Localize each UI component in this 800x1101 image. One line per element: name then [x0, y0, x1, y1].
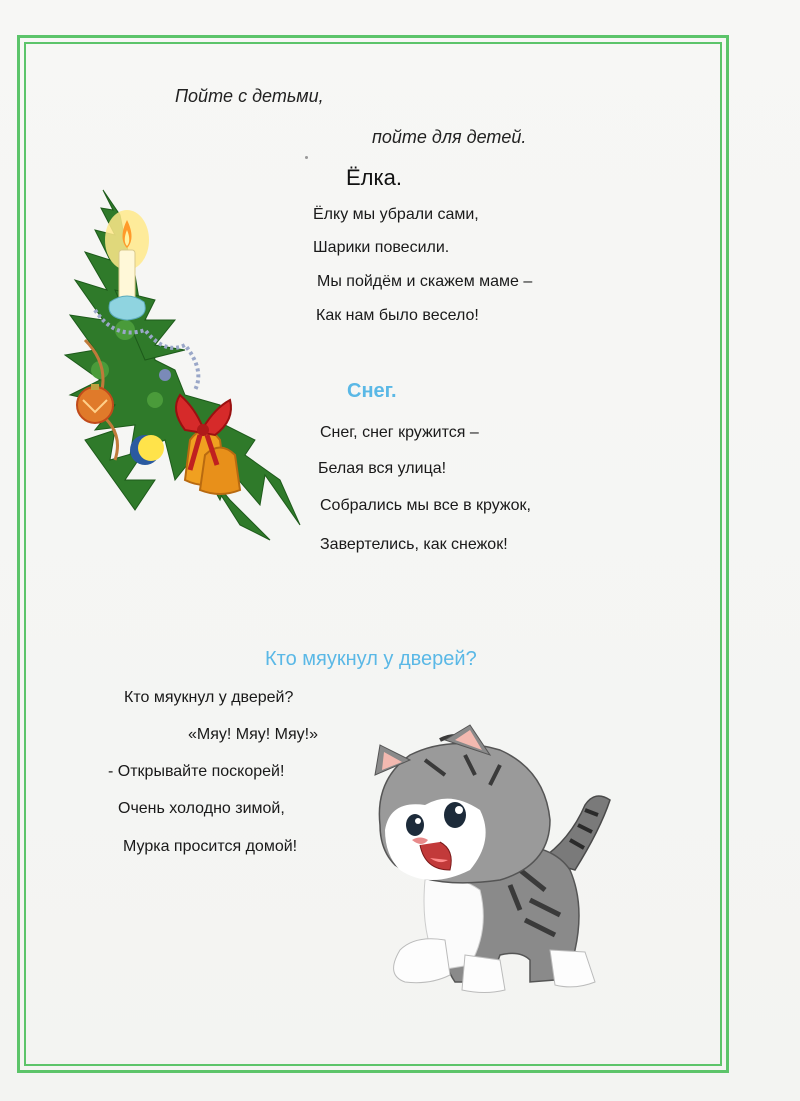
poem-line: «Мяу! Мяу! Мяу!»: [188, 726, 318, 743]
christmas-garland-icon: [55, 180, 305, 550]
poem-line: Как нам было весело!: [316, 307, 479, 324]
poem-line: Мурка просится домой!: [123, 838, 298, 855]
poem-line: Кто мяукнул у дверей?: [124, 689, 294, 706]
poem-line: Мы пойдём и скажем маме –: [317, 273, 533, 290]
poem-line: Завертелись, как снежок!: [320, 536, 508, 553]
poem-title-elka: Ёлка.: [346, 165, 402, 190]
intro-line-1: Пойте с детьми,: [175, 86, 324, 106]
poem-line: Снег, снег кружится –: [320, 424, 479, 441]
poem-line: - Открывайте поскорей!: [108, 763, 285, 780]
kitten-icon: [370, 720, 640, 1000]
poem-line: Белая вся улица!: [318, 460, 447, 477]
poem-line: Ёлку мы убрали сами,: [313, 206, 479, 223]
poem-line: Очень холодно зимой,: [118, 800, 285, 817]
poem-title-cat: Кто мяукнул у дверей?: [265, 648, 477, 670]
scan-speck: [305, 156, 308, 159]
poem-line: Шарики повесили.: [313, 239, 450, 256]
poem-line: Собрались мы все в кружок,: [320, 497, 531, 514]
poem-title-sneg: Снег.: [347, 380, 397, 402]
intro-line-2: пойте для детей.: [372, 127, 527, 147]
